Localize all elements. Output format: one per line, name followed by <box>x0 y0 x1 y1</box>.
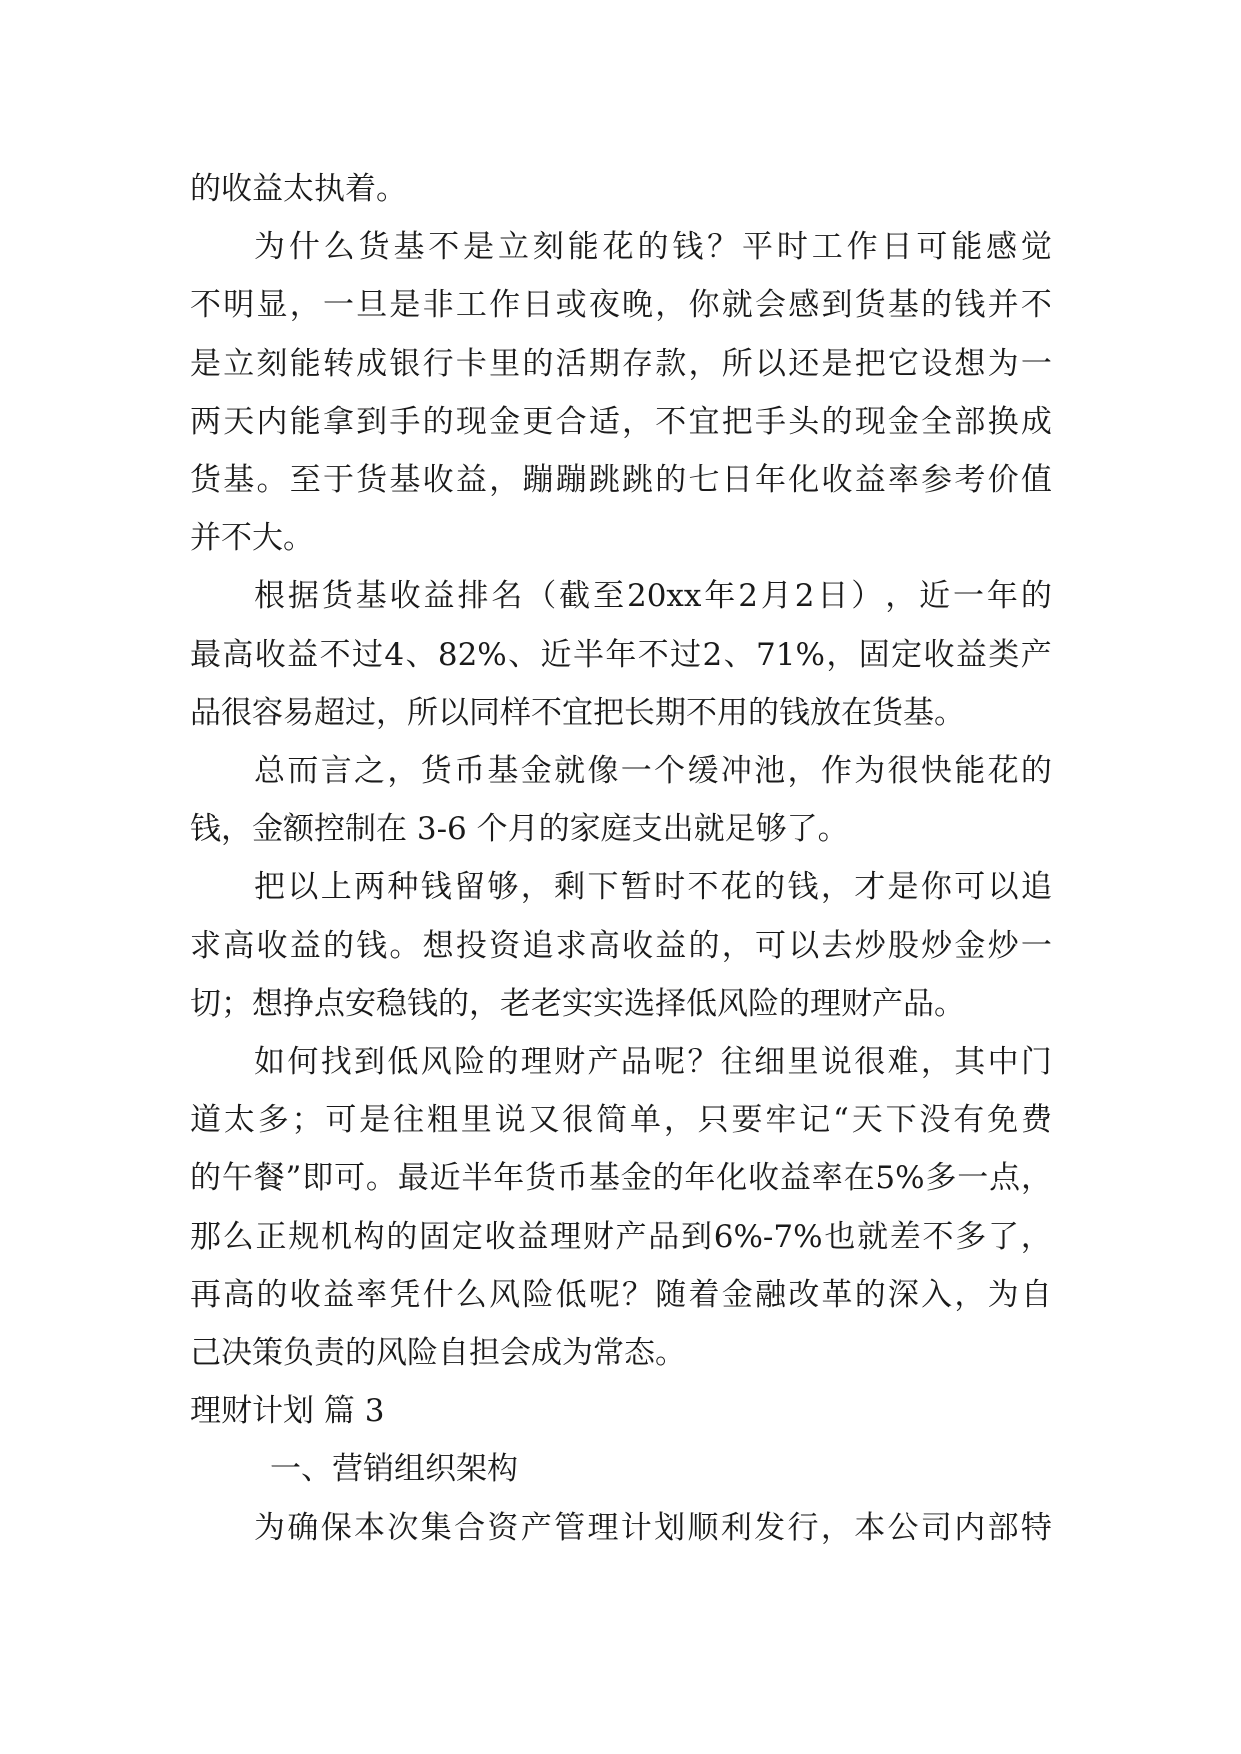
text-line: 道 太 多 ； 可 是 往 粗 里 说 又 很 简 单 ， 只 要 牢 记 “ 天 下 没 有 免 费 <box>190 1102 1052 1139</box>
text-line: 再 高 的 收 益 率 凭 什 么 风 险 低 呢 ？ 随 着 金 融 改 革 的 深 入 ， 为 自 <box>190 1276 1052 1313</box>
text-line: 的 午 餐 ” 即 可 。 最 近 半 年 货 币 基 金 的 年 化 收 益 率 在 5% 多 一 点 ， <box>190 1160 1052 1197</box>
text-line: 两 天 内 能 拿 到 手 的 现 金 更 合 适 ， 不 宜 把 手 头 的 现 金 全 部 换 成 <box>190 403 1052 440</box>
text-line: 切；想挣点安稳钱的，老老实实选择低风险的理财产品。 <box>190 985 965 1022</box>
text-line: 总 而 言 之 ， 货 币 基 金 就 像 一 个 缓 冲 池 ， 作 为 很 快 能 花 的 <box>254 753 1052 789</box>
text-line: 那 么 正 规 机 构 的 固 定 收 益 理 财 产 品 到 6%-7% 也 就 差 不 多 了 ， <box>190 1218 1052 1255</box>
text-line: 为 什 么 货 基 不 是 立 刻 能 花 的 钱 ？ 平 时 工 作 日 可 能 感 觉 <box>254 229 1052 266</box>
text-line: 的收益太执着。 <box>190 171 407 207</box>
section-heading: 理财计划 篇 3 <box>190 1393 385 1430</box>
text-line: 如 何 找 到 低 风 险 的 理 财 产 品 呢 ？ 往 细 里 说 很 难 ， 其 中 门 <box>254 1044 1052 1080</box>
text-line: 己决策负责的风险自担会成为常态。 <box>190 1335 686 1371</box>
text-line: 货 基 。 至 于 货 基 收 益 ， 蹦 蹦 跳 跳 的 七 日 年 化 收 益 率 参 考 价 值 <box>190 462 1052 498</box>
text-line: 根 据 货 基 收 益 排 名 （ 截 至 20xx 年 2 月 2 日 ） ， 近 一 年 的 <box>254 578 1052 615</box>
text-line: 并不大。 <box>190 520 314 557</box>
text-line: 是 立 刻 能 转 成 银 行 卡 里 的 活 期 存 款 ， 所 以 还 是 把 它 设 想 为 一 <box>190 345 1052 382</box>
text-line: 求 高 收 益 的 钱 。 想 投 资 追 求 高 收 益 的 ， 可 以 去 炒 股 炒 金 炒 一 <box>190 927 1052 964</box>
text-line: 品很容易超过，所以同样不宜把长期不用的钱放在货基。 <box>190 694 965 731</box>
text-line: 不 明 显 ， 一 旦 是 非 工 作 日 或 夜 晚 ， 你 就 会 感 到 货 基 的 钱 并 不 <box>190 287 1052 324</box>
text-line: 最 高 收 益 不 过 4 、 82% 、 近 半 年 不 过 2 、 71% ， 固 定 收 益 类 产 <box>190 636 1052 673</box>
text-line: 钱，金额控制在 3-6 个月的家庭支出就足够了。 <box>190 811 849 848</box>
subsection-heading: 一、营销组织架构 <box>270 1451 518 1488</box>
text-line: 为 确 保 本 次 集 合 资 产 管 理 计 划 顺 利 发 行 ， 本 公 司 内 部 特 <box>254 1509 1052 1546</box>
text-line: 把 以 上 两 种 钱 留 够 ， 剩 下 暂 时 不 花 的 钱 ， 才 是 你 可 以 追 <box>254 869 1052 906</box>
